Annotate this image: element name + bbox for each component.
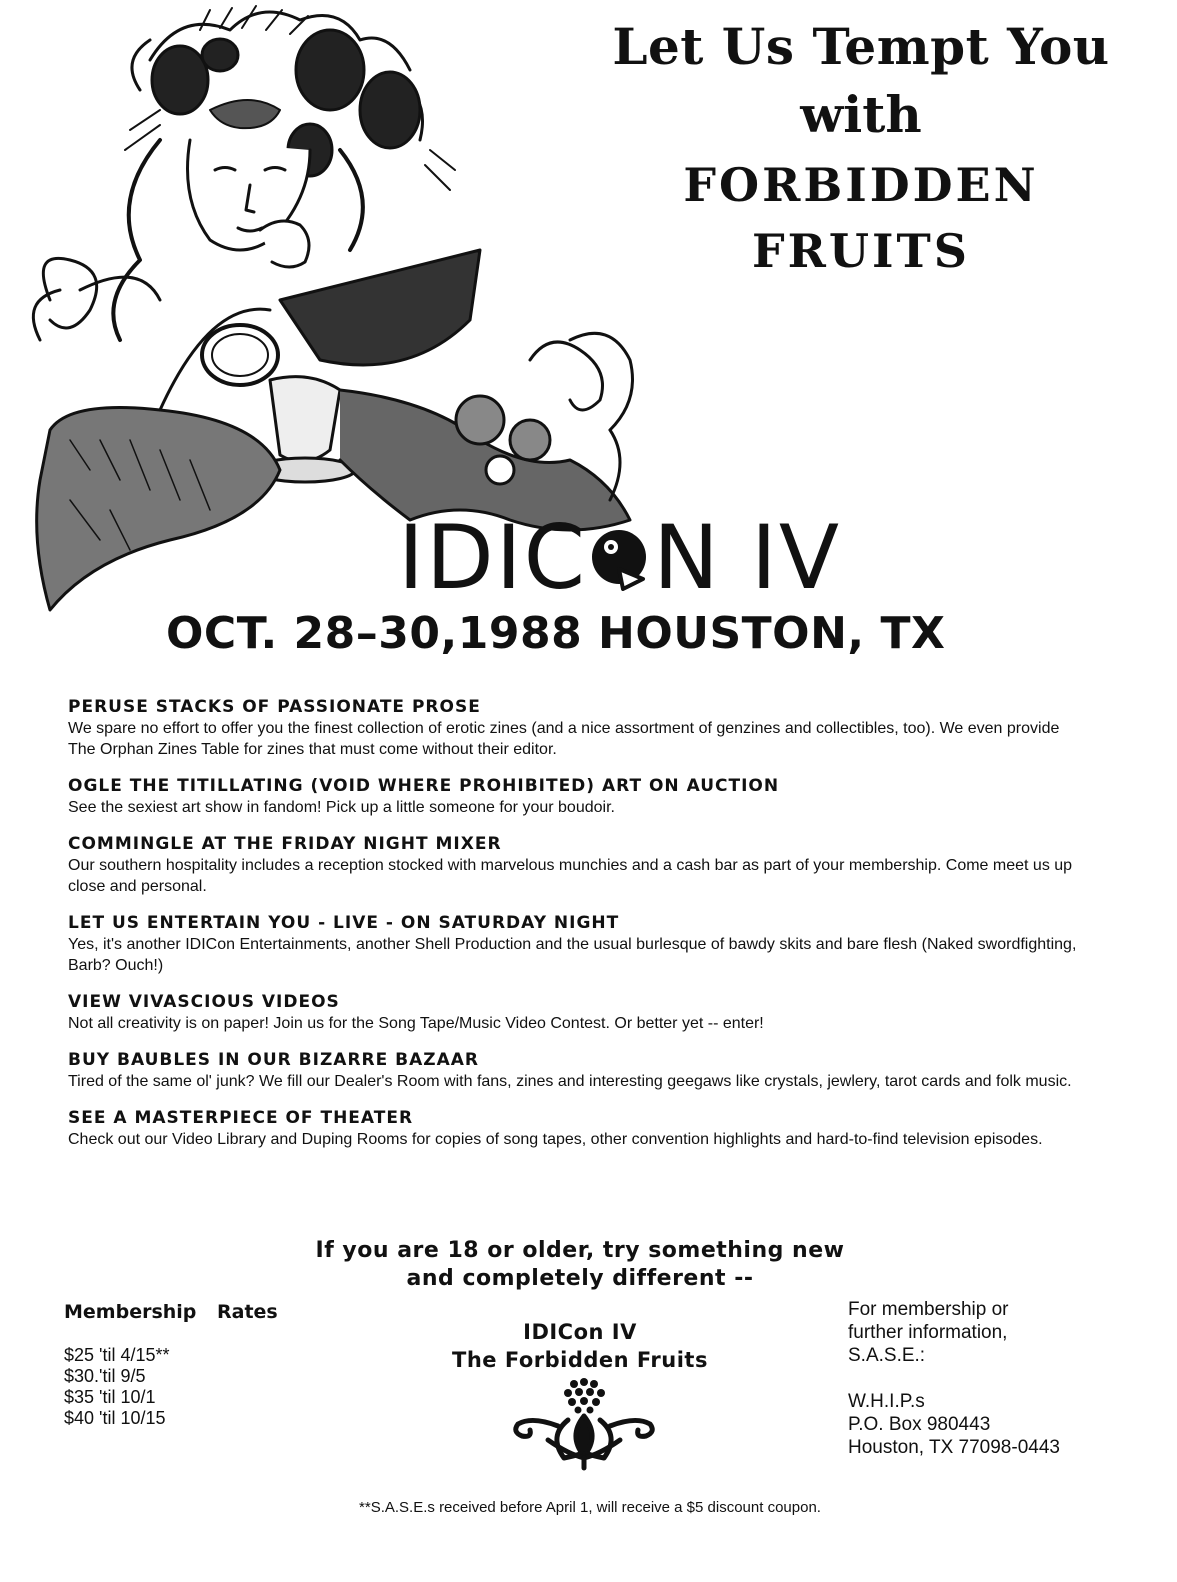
contact-org: W.H.I.P.s xyxy=(848,1391,925,1412)
lotus-ornament-icon xyxy=(508,1376,660,1472)
contact-line: S.A.S.E.: xyxy=(848,1345,926,1366)
section-heading: SEE A MASTERPIECE OF THEATER xyxy=(68,1108,414,1128)
event-dates-location: OCT. 28–30,1988 HOUSTON, TX xyxy=(166,608,946,659)
feature-sections xyxy=(68,696,1088,1165)
invitation-line-2: and completely different -- xyxy=(406,1266,754,1291)
section-theater xyxy=(68,1107,1088,1150)
section-body: Tired of the same ol' junk? We fill our Dealer's Room with fans, zines and interesting geegaws like crystals, jewlery, tarot cards and folk music. xyxy=(68,1073,1072,1090)
section-entertainment xyxy=(68,912,1088,976)
idic-symbol-icon xyxy=(589,525,651,591)
spacer xyxy=(848,1367,1138,1390)
membership-rates xyxy=(64,1302,344,1429)
headline-line-1: Let Us Tempt You xyxy=(612,17,1110,76)
section-body: Not all creativity is on paper! Join us for the Song Tape/Music Video Contest. Or better yet -- enter! xyxy=(68,1015,764,1032)
event-name-block xyxy=(420,1318,740,1374)
contact-line: For membership or xyxy=(848,1299,1009,1320)
event-title-part-2: N IV xyxy=(653,506,842,610)
membership-rates-title: Membership Rates xyxy=(64,1301,278,1323)
event-theme: The Forbidden Fruits xyxy=(452,1348,708,1372)
footnote: **S.A.S.E.s received before April 1, will receive a $5 discount coupon. xyxy=(359,1499,821,1516)
headline xyxy=(596,17,1126,278)
contact-line: further information, xyxy=(848,1322,1008,1343)
section-body: Our southern hospitality includes a reception stocked with marvelous munchies and a cash bar as part of your membership. Come meet us up close and personal. xyxy=(68,857,1073,895)
contact-address: P.O. Box 980443 xyxy=(848,1414,991,1435)
contact-city: Houston, TX 77098-0443 xyxy=(848,1437,1060,1458)
contact-info xyxy=(848,1298,1138,1459)
rate-item: $35 'til 10/1 xyxy=(64,1387,156,1407)
section-bazaar xyxy=(68,1049,1088,1092)
invitation-line-1: If you are 18 or older, try something new xyxy=(315,1238,845,1263)
section-heading: PERUSE STACKS OF PASSIONATE PROSE xyxy=(68,697,481,717)
section-heading: BUY BAUBLES IN OUR BIZARRE BAZAAR xyxy=(68,1050,480,1070)
rate-item: $40 'til 10/15 xyxy=(64,1408,166,1428)
rate-item: $30.'til 9/5 xyxy=(64,1366,146,1386)
event-title xyxy=(398,506,842,610)
section-body: Yes, it's another IDICon Entertainments, another Shell Production and the usual burlesque of bawdy skits and bare flesh (Naked swordfighting, Barb? Ouch!) xyxy=(68,936,1077,974)
section-heading: VIEW VIVASCIOUS VIDEOS xyxy=(68,992,340,1012)
section-heading: COMMINGLE AT THE FRIDAY NIGHT MIXER xyxy=(68,834,502,854)
event-name: IDICon IV xyxy=(523,1320,637,1344)
section-videos xyxy=(68,991,1088,1034)
section-art-auction xyxy=(68,775,1088,818)
invitation-text xyxy=(290,1237,870,1293)
section-prose xyxy=(68,696,1088,760)
section-body: See the sexiest art show in fandom! Pick up a little someone for your boudoir. xyxy=(68,799,615,816)
section-body: Check out our Video Library and Duping Rooms for copies of song tapes, other convention highlights and hard-to-find television episodes. xyxy=(68,1131,1043,1148)
section-heading: LET US ENTERTAIN YOU - LIVE - ON SATURDAY NIGHT xyxy=(68,913,620,933)
section-heading: OGLE THE TITILLATING (VOID WHERE PROHIBITED) ART ON AUCTION xyxy=(68,776,780,796)
headline-line-2: with xyxy=(800,85,922,144)
event-title-part-1: IDIC xyxy=(398,506,588,610)
rate-item: $25 'til 4/15** xyxy=(64,1345,170,1365)
section-mixer xyxy=(68,833,1088,897)
headline-line-3: FORBIDDEN xyxy=(683,158,1039,212)
headline-line-4: FRUITS xyxy=(752,224,970,278)
section-body: We spare no effort to offer you the finest collection of erotic zines (and a nice assortment of genzines and collectibles, too). We even provide The Orphan Zines Table for zines that must come without their editor. xyxy=(68,720,1060,758)
